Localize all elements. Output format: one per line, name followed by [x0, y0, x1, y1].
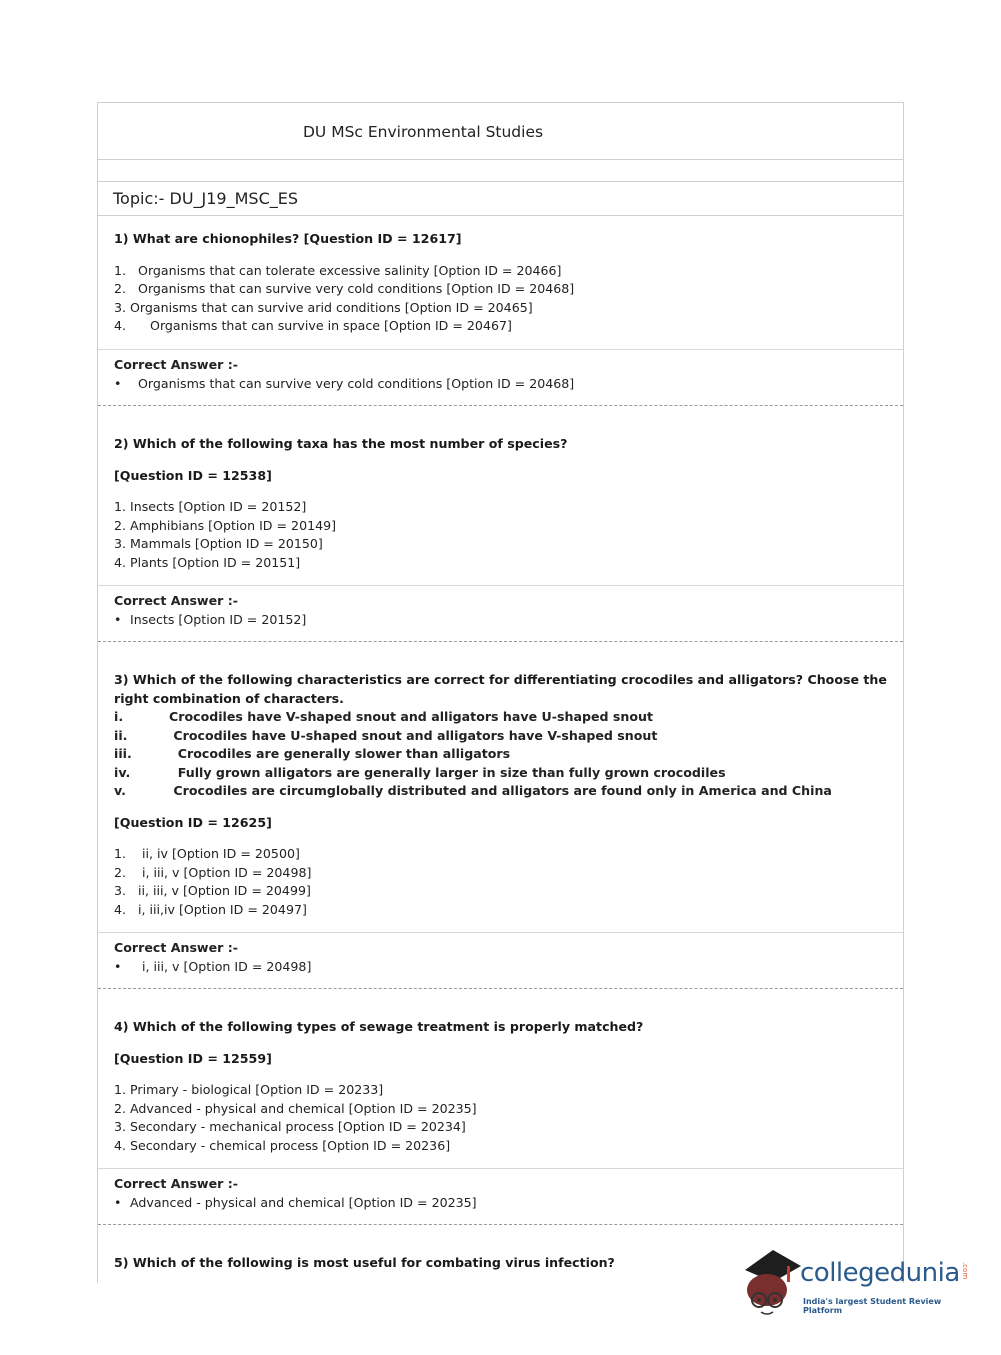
- option: 2. Amphibians [Option ID = 20149]: [114, 517, 337, 533]
- option: 2. Organisms that can survive very cold conditions [Option ID = 20468]: [114, 281, 575, 296]
- option: 4. Organisms that can survive in space [Option ID = 20467]: [114, 318, 512, 333]
- logo-name: collegedunia: [800, 1258, 960, 1288]
- topic-label: Topic:- DU_J19_MSC_ES: [113, 189, 298, 208]
- question-title: 3) Which of the following characteristics are correct for differentiating crocodiles and alligators? Choose the right combination of characters.: [114, 672, 887, 706]
- question-id: [Question ID = 12625]: [114, 814, 272, 830]
- title-row: [98, 103, 903, 160]
- page-title: DU MSc Environmental Studies: [303, 123, 544, 141]
- option: 1. Primary - biological [Option ID = 20233]: [114, 1082, 384, 1097]
- option: 3. Secondary - mechanical process [Option ID = 20234]: [114, 1119, 466, 1134]
- question-title: 1) What are chionophiles? [Question ID = 12617]: [114, 231, 462, 246]
- question-4: [114, 1018, 889, 1155]
- spacer-row: [98, 160, 903, 182]
- option: 1. Insects [Option ID = 20152]: [114, 499, 307, 514]
- option: 3. Organisms that can survive arid conditions [Option ID = 20465]: [114, 299, 533, 315]
- question-divider: [98, 641, 903, 642]
- topic-row: [98, 182, 903, 216]
- question-title: 5) Which of the following is most useful for combating virus infection?: [114, 1255, 615, 1270]
- question-divider: [98, 1224, 903, 1225]
- correct-answer: • Organisms that can survive very cold conditions [Option ID = 20468]: [114, 375, 575, 391]
- answer-2: [114, 592, 889, 629]
- correct-answer-label: Correct Answer :-: [114, 593, 238, 608]
- option: 3. ii, iii, v [Option ID = 20499]: [114, 883, 311, 898]
- statement: iv. Fully grown alligators are generally larger in size than fully grown crocodiles: [114, 764, 726, 780]
- option: 2. Advanced - physical and chemical [Option ID = 20235]: [114, 1100, 477, 1116]
- question-divider: [98, 405, 903, 406]
- statement: i. Crocodiles have V-shaped snout and alligators have U-shaped snout: [114, 709, 654, 724]
- option: 1. ii, iv [Option ID = 20500]: [114, 846, 300, 861]
- question-2: [114, 435, 889, 572]
- logo-tagline: India's largest Student Review Platform: [803, 1297, 942, 1315]
- question-divider: [98, 988, 903, 989]
- answer-divider: [98, 585, 903, 586]
- answer-3: [114, 939, 889, 976]
- question-title: 4) Which of the following types of sewage treatment is properly matched?: [114, 1019, 644, 1034]
- answer-4: [114, 1175, 889, 1212]
- mascot-icon: [743, 1248, 801, 1320]
- option: 3. Mammals [Option ID = 20150]: [114, 536, 323, 551]
- correct-answer: • i, iii, v [Option ID = 20498]: [114, 958, 312, 974]
- option: 4. Secondary - chemical process [Option ID = 20236]: [114, 1137, 451, 1153]
- statement: iii. Crocodiles are generally slower than alligators: [114, 746, 511, 761]
- answer-divider: [98, 1168, 903, 1169]
- question-paper: [97, 102, 904, 1283]
- correct-answer-label: Correct Answer :-: [114, 357, 238, 372]
- collegedunia-logo: [743, 1248, 973, 1320]
- statement: ii. Crocodiles have U-shaped snout and alligators have V-shaped snout: [114, 727, 658, 743]
- correct-answer: • Insects [Option ID = 20152]: [114, 611, 307, 627]
- correct-answer-label: Correct Answer :-: [114, 1176, 238, 1191]
- question-3: [114, 671, 889, 919]
- question-title: 2) Which of the following taxa has the most number of species?: [114, 436, 568, 451]
- question-id: [Question ID = 12559]: [114, 1050, 272, 1066]
- option: 4. Plants [Option ID = 20151]: [114, 554, 301, 570]
- answer-divider: [98, 349, 903, 350]
- option: 1. Organisms that can tolerate excessive salinity [Option ID = 20466]: [114, 262, 562, 278]
- statement: v. Crocodiles are circumglobally distributed and alligators are found only in America and China: [114, 783, 832, 798]
- question-id: [Question ID = 12538]: [114, 467, 272, 483]
- option: 2. i, iii, v [Option ID = 20498]: [114, 864, 312, 880]
- answer-divider: [98, 932, 903, 933]
- option: 4. i, iii,iv [Option ID = 20497]: [114, 901, 307, 917]
- correct-answer-label: Correct Answer :-: [114, 940, 238, 955]
- answer-1: [114, 356, 889, 393]
- correct-answer: • Advanced - physical and chemical [Option ID = 20235]: [114, 1194, 477, 1210]
- logo-suffix: .com: [961, 1262, 969, 1280]
- question-1: [114, 230, 889, 336]
